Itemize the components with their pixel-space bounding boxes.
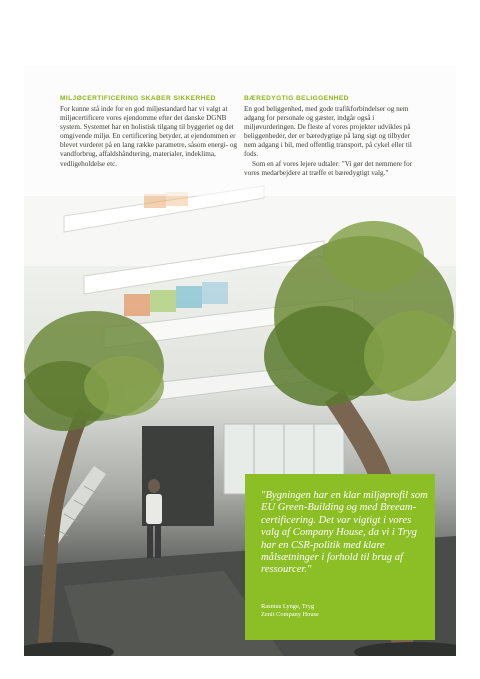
section-heading: BÆREDYGTIG BELIGGENHED xyxy=(244,95,349,102)
section-heading: MILJØCERTIFICERING SKABER SIKKERHED xyxy=(60,95,216,102)
section-sustainable-location xyxy=(244,94,424,178)
testimonial-attribution xyxy=(261,603,429,619)
body-paragraph: En god beliggenhed, med gode trafikforbindelser og nem adgang for personale og gæster, indgår også i miljøvurderingen. De fleste af vores projekter udvikles på beliggenheder, der er bæredygtige på lang sigt og tilbyder nem adgang i bil, med offentlig transport, på cykel eller til fods. xyxy=(244,105,412,159)
section-body xyxy=(244,105,424,178)
testimonial-quote: "Bygningen har en klar miljøprofil som EU Green-Building og med Breeam-certificering. Det var vigtigt i vores valg af Company House, da vi i Tryg har en CSR-politik med klare målsætninger i forhold til brug af ressourcer." xyxy=(261,490,428,576)
testimonial-author: Rasmus Lynge, Tryg xyxy=(261,603,315,610)
body-paragraph-quote: Som en af vores lejere udtaler: "Vi gør det nemmere for vores medarbejdere at træffe et bæredygtigt valg." xyxy=(244,159,413,177)
section-body xyxy=(60,105,238,169)
body-paragraph: For kunne stå inde for en god miljøstandard har vi valgt at miljøcertificere vores ejendomme efter det danske DGNB system. Systemet har en holistisk tilgang til byggeriet og det omgivende miljø. En certificering betyder, at ejendommen er blevet vurderet på en lang række parametre, såsom energi- og vandforbrug, affaldshåndtering, materialer, indeklima, vedligeholdelse etc. xyxy=(60,105,238,168)
testimonial-organization: Zenit Company House xyxy=(261,611,319,619)
section-environmental-certification xyxy=(60,94,238,169)
